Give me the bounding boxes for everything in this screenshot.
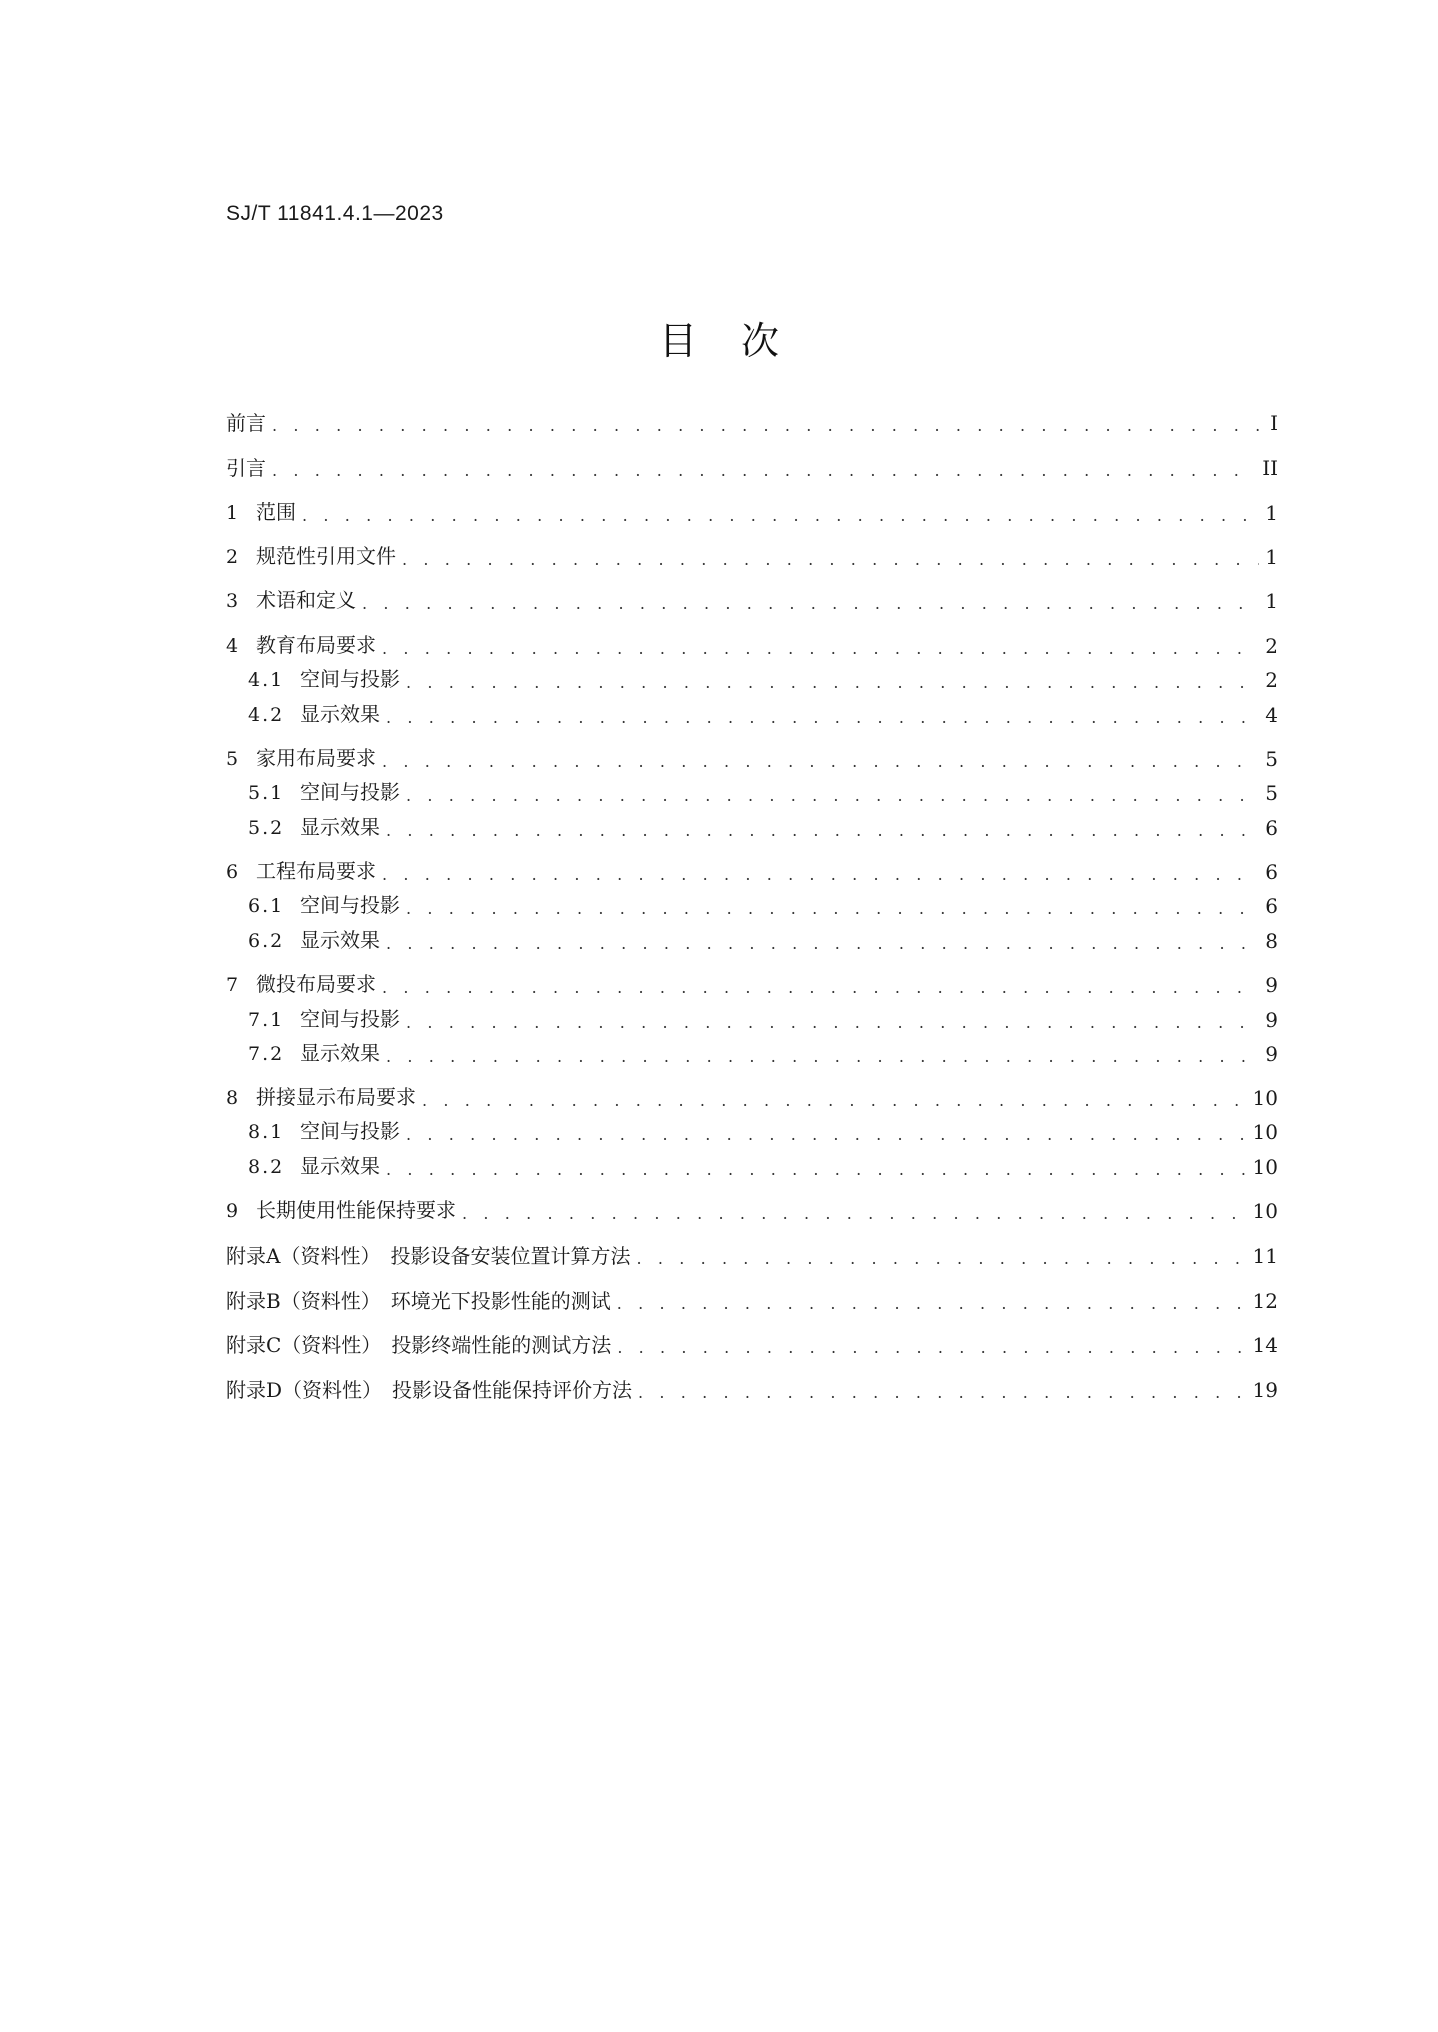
toc-entry-text: 家用布局要求 xyxy=(256,746,376,770)
toc-leader-dots xyxy=(406,1123,1247,1147)
toc-entry-label xyxy=(226,1375,638,1405)
toc-entry[interactable] xyxy=(226,1375,1278,1405)
toc-page-number: 1 xyxy=(1265,589,1278,613)
toc-leader-dots xyxy=(406,784,1259,808)
toc-entry-label xyxy=(226,453,272,483)
toc-entry-label xyxy=(226,408,272,438)
toc-entry[interactable] xyxy=(226,778,1278,808)
document-code: SJ/T 11841.4.1—2023 xyxy=(226,202,444,225)
toc-entry-number: 5.2 xyxy=(248,817,285,839)
toc-page-number: 6 xyxy=(1265,894,1278,918)
toc-leader-dots xyxy=(272,459,1256,483)
toc-entry-text: 显示效果 xyxy=(300,702,380,726)
toc-leader-dots xyxy=(386,1045,1259,1069)
toc-entry-label xyxy=(226,1330,617,1360)
toc-entry-number: 5 xyxy=(226,748,239,770)
toc-entry-label xyxy=(226,1082,422,1113)
toc-entry-label xyxy=(226,585,362,616)
toc-entry[interactable] xyxy=(226,665,1278,695)
toc-entry-text: 显示效果 xyxy=(300,815,380,839)
toc-entry-label xyxy=(226,699,386,730)
toc-entry-number: 6 xyxy=(226,861,239,883)
toc-page-number: 12 xyxy=(1252,1289,1278,1313)
toc-entry[interactable] xyxy=(226,408,1278,438)
toc-page-number: 4 xyxy=(1265,703,1278,727)
toc-entry-text: 教育布局要求 xyxy=(256,633,376,657)
toc-entry-text: 空间与投影 xyxy=(300,1007,400,1031)
toc-entry-text: 显示效果 xyxy=(300,928,380,952)
toc-leader-dots xyxy=(636,1247,1246,1271)
toc-leader-dots xyxy=(382,637,1259,661)
toc-leader-dots xyxy=(302,504,1259,528)
toc-entry-text: 拼接显示布局要求 xyxy=(256,1085,416,1109)
toc-entry-number: 7.2 xyxy=(248,1043,285,1065)
toc-entry[interactable] xyxy=(226,926,1278,956)
toc-entry-label xyxy=(226,812,386,843)
toc-entry-text: 空间与投影 xyxy=(300,667,400,691)
toc-entry[interactable] xyxy=(226,1083,1278,1113)
toc-entry[interactable] xyxy=(226,1039,1278,1069)
toc-leader-dots xyxy=(422,1089,1247,1113)
toc-leader-dots xyxy=(386,706,1259,730)
toc-entry-text: 术语和定义 xyxy=(256,588,356,612)
toc-entry-text: 规范性引用文件 xyxy=(256,544,396,568)
toc-leader-dots xyxy=(386,819,1259,843)
toc-entry-text: 空间与投影 xyxy=(300,1119,400,1143)
toc-entry-number: 附录C（资料性） xyxy=(226,1333,382,1357)
toc-entry-number: 7 xyxy=(226,974,239,996)
toc-page-number: 10 xyxy=(1252,1120,1278,1144)
toc-page-number: 2 xyxy=(1265,634,1278,658)
toc-entry-label xyxy=(226,630,382,661)
toc-entry-text: 前言 xyxy=(226,411,266,435)
toc-entry-text: 投影终端性能的测试方法 xyxy=(391,1333,612,1357)
toc-leader-dots xyxy=(362,592,1259,616)
toc-entry-number: 附录D（资料性） xyxy=(226,1378,383,1402)
toc-entry-label xyxy=(226,1038,386,1069)
toc-entry-text: 范围 xyxy=(256,500,296,524)
toc-entry-text: 显示效果 xyxy=(300,1041,380,1065)
toc-page-number: I xyxy=(1270,411,1278,435)
toc-entry[interactable] xyxy=(226,857,1278,887)
toc-entry-label xyxy=(226,777,406,808)
toc-leader-dots xyxy=(638,1381,1247,1405)
toc-page-number: 19 xyxy=(1252,1378,1278,1402)
toc-entry-text: 环境光下投影性能的测试 xyxy=(390,1289,611,1313)
toc-page-number: 10 xyxy=(1252,1086,1278,1110)
toc-leader-dots xyxy=(382,976,1259,1000)
toc-page-number: 5 xyxy=(1265,747,1278,771)
toc-entry-text: 微投布局要求 xyxy=(256,972,376,996)
toc-entry-number: 附录B（资料性） xyxy=(226,1289,381,1313)
toc-entry-label xyxy=(226,541,402,572)
toc-entry-label xyxy=(226,664,406,695)
toc-entry[interactable] xyxy=(226,453,1278,483)
toc-entry-label xyxy=(226,856,382,887)
toc-entry-text: 空间与投影 xyxy=(300,780,400,804)
toc-page-number: 2 xyxy=(1265,668,1278,692)
toc-leader-dots xyxy=(382,750,1259,774)
toc-entry-number: 4.2 xyxy=(248,704,285,726)
toc-page-number: 1 xyxy=(1265,545,1278,569)
toc-leader-dots xyxy=(272,414,1264,438)
toc-page-number: 11 xyxy=(1252,1244,1278,1268)
toc-leader-dots xyxy=(402,548,1259,572)
toc-page-number: 9 xyxy=(1265,973,1278,997)
toc-entry[interactable] xyxy=(226,498,1278,528)
toc-page-number: 10 xyxy=(1252,1155,1278,1179)
toc-entry[interactable] xyxy=(226,631,1278,661)
toc-entry[interactable] xyxy=(226,1241,1278,1271)
toc-page-number: 9 xyxy=(1265,1008,1278,1032)
toc-page-number: 9 xyxy=(1265,1042,1278,1066)
toc-entry-text: 空间与投影 xyxy=(300,893,400,917)
toc-leader-dots xyxy=(617,1292,1247,1316)
toc-entry-label xyxy=(226,743,382,774)
toc-entry-label xyxy=(226,1241,636,1271)
toc-leader-dots xyxy=(386,1158,1247,1182)
toc-entry[interactable] xyxy=(226,700,1278,730)
toc-entry[interactable] xyxy=(226,891,1278,921)
toc-entry-number: 2 xyxy=(226,546,239,568)
toc-entry-number: 8 xyxy=(226,1087,239,1109)
toc-entry[interactable] xyxy=(226,1196,1278,1226)
toc-entry-text: 显示效果 xyxy=(300,1154,380,1178)
toc-page-number: 6 xyxy=(1265,860,1278,884)
toc-page-number: 5 xyxy=(1265,781,1278,805)
toc-leader-dots xyxy=(406,897,1259,921)
toc-leader-dots xyxy=(462,1202,1247,1226)
toc-entry-number: 7.1 xyxy=(248,1009,285,1031)
toc-page-number: 1 xyxy=(1265,501,1278,525)
toc-entry-number: 8.1 xyxy=(248,1121,285,1143)
toc-entry-number: 4 xyxy=(226,635,239,657)
toc-entry[interactable] xyxy=(226,1330,1278,1360)
toc-entry-label xyxy=(226,925,386,956)
toc-entry-label xyxy=(226,890,406,921)
toc-leader-dots xyxy=(617,1336,1246,1360)
toc-entry-label xyxy=(226,497,302,528)
toc-entry-label xyxy=(226,1116,406,1147)
toc-entry[interactable] xyxy=(226,1152,1278,1182)
toc-entry-number: 8.2 xyxy=(248,1156,285,1178)
toc-entry[interactable] xyxy=(226,542,1278,572)
toc-entry[interactable] xyxy=(226,586,1278,616)
toc-page-number: II xyxy=(1262,456,1278,480)
toc-entry-text: 引言 xyxy=(226,456,266,480)
toc-entry-label xyxy=(226,1195,462,1226)
toc-entry-label xyxy=(226,969,382,1000)
toc-entry-label xyxy=(226,1286,617,1316)
toc-entry-number: 1 xyxy=(226,502,239,524)
toc-entry-text: 长期使用性能保持要求 xyxy=(256,1198,456,1222)
toc-entry-number: 3 xyxy=(226,590,239,612)
toc-leader-dots xyxy=(406,671,1259,695)
toc-entry-number: 6.1 xyxy=(248,895,285,917)
toc-page-number: 10 xyxy=(1252,1199,1278,1223)
toc-entry-text: 投影设备安装位置计算方法 xyxy=(390,1244,631,1268)
toc-entry-number: 5.1 xyxy=(248,782,285,804)
toc-page-number: 8 xyxy=(1265,929,1278,953)
toc-entry[interactable] xyxy=(226,813,1278,843)
toc-entry[interactable] xyxy=(226,1005,1278,1035)
toc-entry[interactable] xyxy=(226,1117,1278,1147)
toc-leader-dots xyxy=(406,1011,1259,1035)
toc-entry-text: 投影设备性能保持评价方法 xyxy=(392,1378,633,1402)
page-title: 目次 xyxy=(658,319,823,363)
toc-entry-text: 工程布局要求 xyxy=(256,859,376,883)
toc-entry-number: 6.2 xyxy=(248,930,285,952)
toc-entry-number: 4.1 xyxy=(248,669,285,691)
toc-leader-dots xyxy=(382,863,1259,887)
toc-entry-number: 9 xyxy=(226,1200,239,1222)
toc-entry-label xyxy=(226,1151,386,1182)
toc-leader-dots xyxy=(386,932,1259,956)
toc-entry[interactable] xyxy=(226,744,1278,774)
toc-page-number: 6 xyxy=(1265,816,1278,840)
toc-page-number: 14 xyxy=(1252,1333,1278,1357)
toc-entry[interactable] xyxy=(226,970,1278,1000)
toc-entry-label xyxy=(226,1004,406,1035)
toc-entry[interactable] xyxy=(226,1286,1278,1316)
toc-entry-number: 附录A（资料性） xyxy=(226,1244,381,1268)
